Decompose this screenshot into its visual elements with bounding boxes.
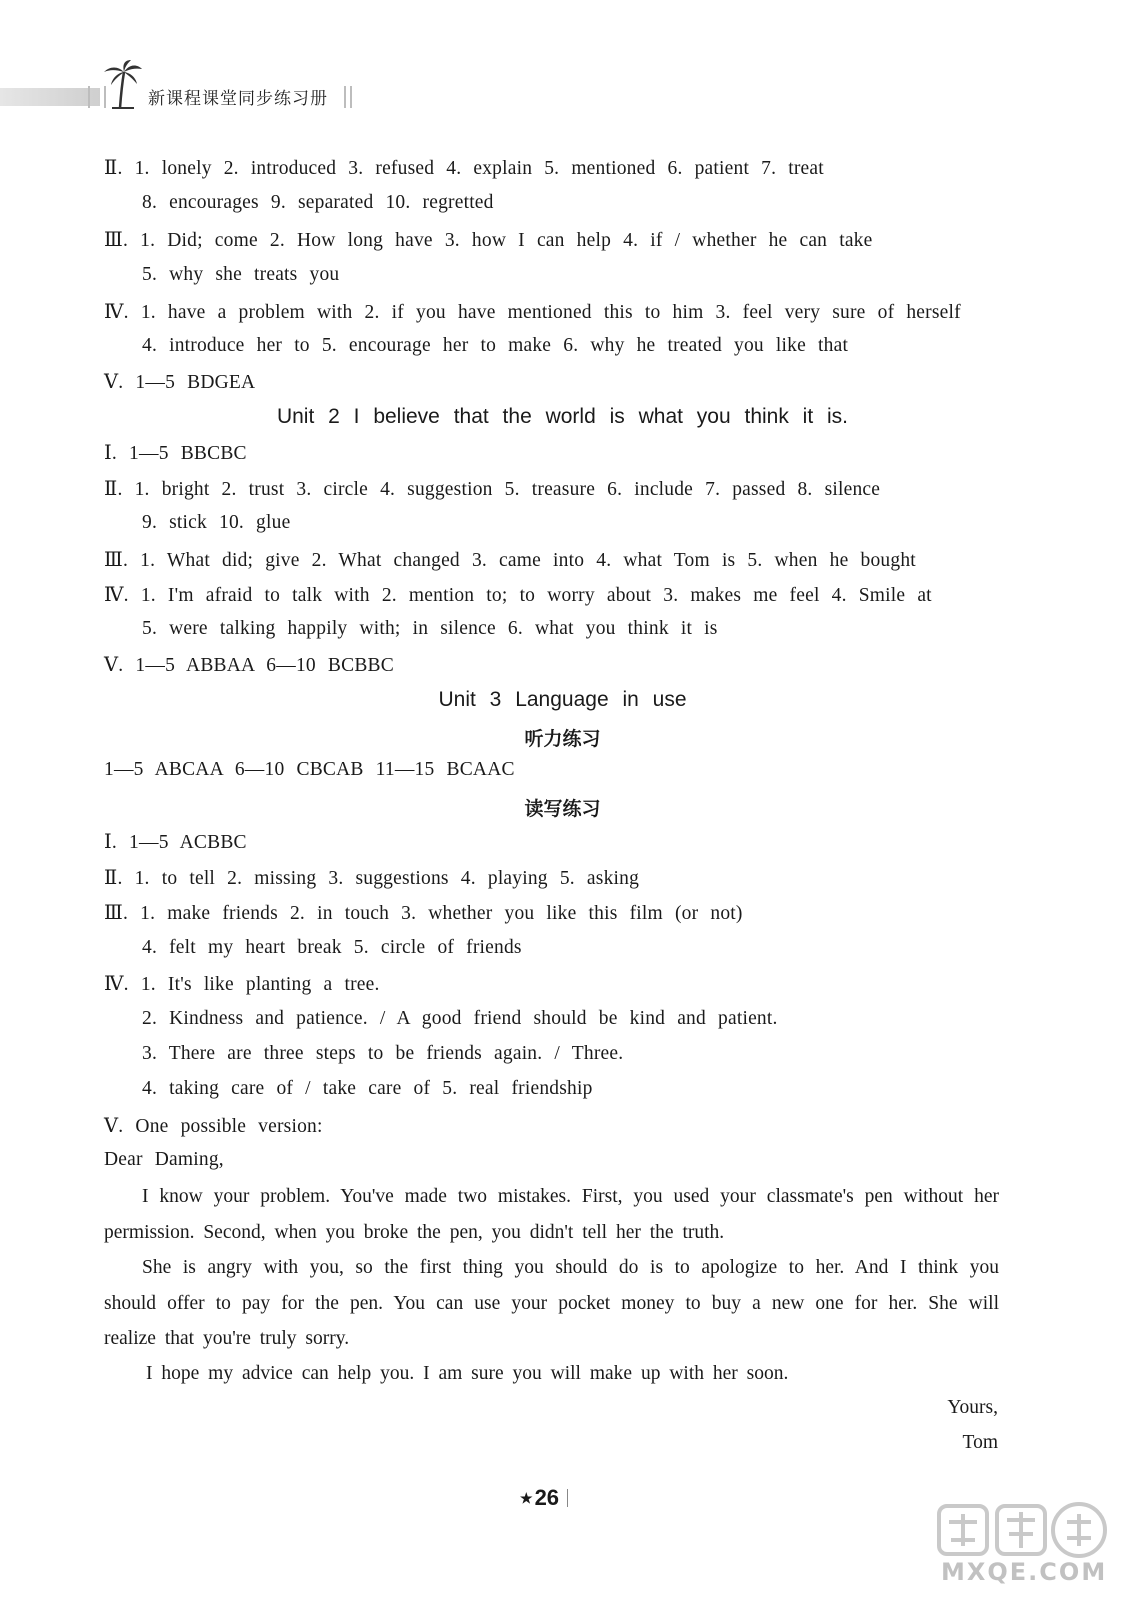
header-end-ticks bbox=[344, 86, 352, 108]
unit3-answer-iv-3: 3. There are three steps to be friends again. / Three. bbox=[142, 1043, 624, 1064]
answer-ii-line2: 8. encourages 9. separated 10. regretted bbox=[142, 192, 494, 213]
unit3-answer-iv-2: 2. Kindness and patience. / A good friend should be kind and patient. bbox=[142, 1008, 778, 1029]
letter-signature: Tom bbox=[962, 1432, 998, 1453]
unit2-answer-ii-line2: 9. stick 10. glue bbox=[142, 512, 291, 533]
unit2-answer-iv-line2: 5. were talking happily with; in silence 6. what you think it is bbox=[142, 618, 718, 639]
watermark-logo-icon bbox=[935, 1500, 1115, 1560]
answer-iv-line1: Ⅳ. 1. have a problem with 2. if you have mentioned this to him 3. feel very sure of herself bbox=[104, 302, 961, 323]
answer-ii-line1: Ⅱ. 1. lonely 2. introduced 3. refused 4. explain 5. mentioned 6. patient 7. treat bbox=[104, 158, 824, 179]
star-icon: ★ bbox=[520, 1490, 533, 1506]
answer-iii-line1: Ⅲ. 1. Did; come 2. How long have 3. how I can help 4. if / whether he can take bbox=[104, 230, 873, 251]
header-decor-bar bbox=[0, 88, 100, 106]
answer-iii-line2: 5. why she treats you bbox=[142, 264, 340, 285]
unit2-answer-i: Ⅰ. 1—5 BBCBC bbox=[104, 443, 247, 464]
page-header bbox=[0, 60, 360, 120]
watermark-text: MXQE.COM bbox=[941, 1558, 1108, 1586]
unit3-answer-iv-1: Ⅳ. 1. It's like planting a tree. bbox=[104, 974, 380, 995]
answer-iv-line2: 4. introduce her to 5. encourage her to make 6. why he treated you like that bbox=[142, 335, 849, 356]
unit2-answer-ii-line1: Ⅱ. 1. bright 2. trust 3. circle 4. suggestion 5. treasure 6. include 7. passed 8. silence bbox=[104, 479, 881, 500]
listening-heading: 听力练习 bbox=[524, 728, 601, 750]
letter-closing: Yours, bbox=[947, 1397, 998, 1418]
unit3-title: Unit 3 Language in use bbox=[438, 688, 687, 711]
letter-greeting: Dear Daming, bbox=[104, 1149, 224, 1170]
unit3-answer-iv-4: 4. taking care of / take care of 5. real friendship bbox=[142, 1078, 593, 1099]
unit2-answer-iii: Ⅲ. 1. What did; give 2. What changed 3. came into 4. what Tom is 5. when he bought bbox=[104, 550, 916, 571]
listening-answers: 1—5 ABCAA 6—10 CBCAB 11—15 BCAAC bbox=[104, 759, 515, 780]
unit3-answer-ii: Ⅱ. 1. to tell 2. missing 3. suggestions 4. playing 5. asking bbox=[104, 868, 640, 889]
palm-tree-icon bbox=[100, 60, 144, 110]
unit3-answer-iii-line1: Ⅲ. 1. make friends 2. in touch 3. whether you like this film (or not) bbox=[104, 903, 743, 924]
letter-paragraph-1: I know your problem. You've made two mistakes. First, you used your classmate's pen without her permission. Second, when you broke the pen, you didn't tell her the truth. bbox=[104, 1186, 999, 1243]
unit3-answer-iii-line2: 4. felt my heart break 5. circle of friends bbox=[142, 937, 522, 958]
unit2-title: Unit 2 I believe that the world is what you think it is. bbox=[276, 405, 849, 428]
letter-paragraph-2: She is angry with you, so the first thing you should do is to apologize to her. And I think you should offer to pay for the pen. You can use your pocket money to buy a new one for her. She will realize that you're truly sorry. bbox=[104, 1257, 999, 1349]
unit2-answer-v: Ⅴ. 1—5 ABBAA 6—10 BCBBC bbox=[104, 655, 394, 676]
page-number-value: 26 bbox=[534, 1485, 560, 1510]
footer-divider bbox=[567, 1489, 568, 1507]
unit3-answer-i: Ⅰ. 1—5 ACBBC bbox=[104, 832, 247, 853]
answer-v: Ⅴ. 1—5 BDGEA bbox=[104, 372, 256, 393]
unit2-answer-iv-line1: Ⅳ. 1. I'm afraid to talk with 2. mention to; to worry about 3. makes me feel 4. Smile at bbox=[104, 585, 932, 606]
letter-paragraph-3: I hope my advice can help you. I am sure you will make up with her soon. bbox=[146, 1363, 789, 1384]
reading-writing-heading: 读写练习 bbox=[524, 798, 601, 820]
header-title: 新课程课堂同步练习册 bbox=[148, 89, 328, 109]
watermark bbox=[935, 1500, 1115, 1595]
unit3-answer-v: Ⅴ. One possible version: bbox=[104, 1116, 323, 1137]
page-number bbox=[520, 1485, 568, 1511]
